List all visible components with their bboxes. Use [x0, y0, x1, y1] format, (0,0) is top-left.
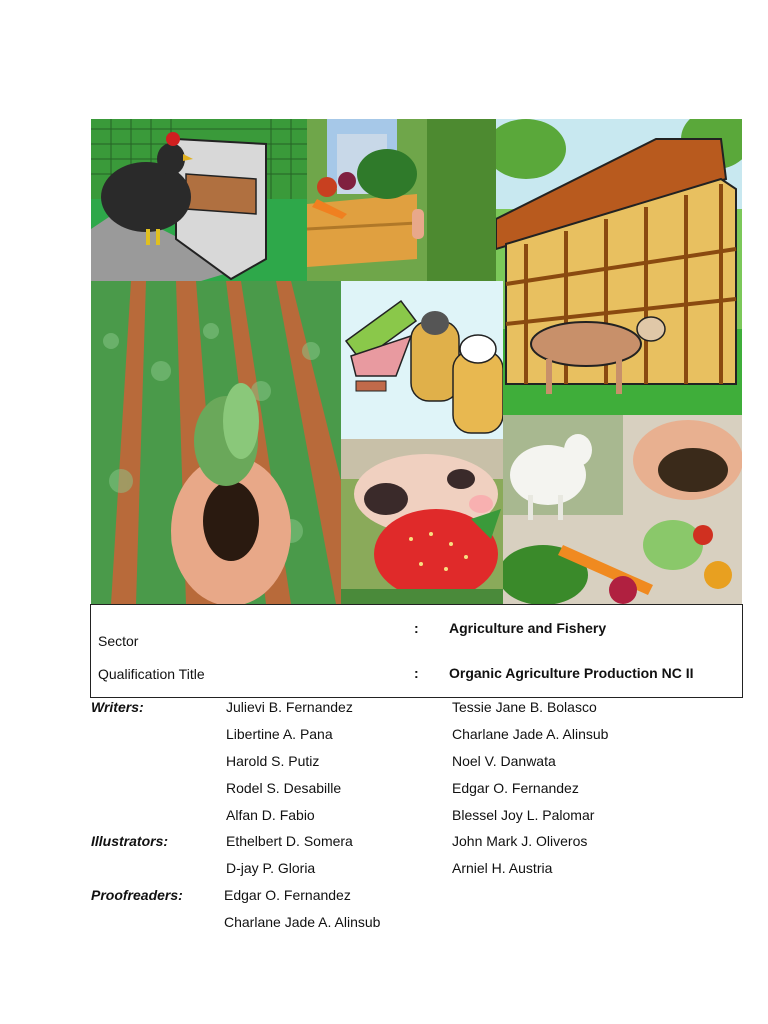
qualification-value: Organic Agriculture Production NC II — [449, 665, 694, 681]
sector-label: Sector — [98, 633, 139, 649]
vegetable-crate-photo — [307, 119, 496, 281]
writer-name: Harold S. Putiz — [226, 753, 320, 769]
cabbage-field-illustration — [91, 281, 341, 604]
writer-name: Alfan D. Fabio — [226, 807, 315, 823]
writers-label: Writers: — [91, 699, 144, 715]
proofreaders-label: Proofreaders: — [91, 887, 183, 903]
writer-name: Noel V. Danwata — [452, 753, 556, 769]
writer-name: Tessie Jane B. Bolasco — [452, 699, 597, 715]
writer-name: Libertine A. Pana — [226, 726, 333, 742]
sector-row — [90, 604, 743, 661]
illustrator-name: D-jay P. Gloria — [226, 860, 316, 876]
illustrator-name: Ethelbert D. Somera — [226, 833, 353, 849]
writer-name: Charlane Jade A. Alinsub — [452, 726, 609, 742]
cover-collage — [91, 119, 742, 604]
writer-name: Blessel Joy L. Palomar — [452, 807, 595, 823]
hen-coop-illustration — [91, 119, 307, 281]
illustrator-name: John Mark J. Oliveros — [452, 833, 588, 849]
piglet-strawberry-photo — [341, 439, 503, 604]
writer-name: Rodel S. Desabille — [226, 780, 342, 796]
qualification-row — [90, 659, 743, 698]
goat-vegetables-compost-photo — [503, 415, 742, 604]
farm-house-goat-illustration — [496, 119, 742, 415]
qualification-colon: : — [414, 665, 419, 681]
illustrators-label: Illustrators: — [91, 833, 169, 849]
qualification-label: Qualification Title — [98, 666, 205, 682]
writer-name: Edgar O. Fernandez — [452, 780, 579, 796]
illustrator-name: Arniel H. Austria — [452, 860, 553, 876]
organic-fertilizer-jars-illustration — [341, 281, 503, 439]
sector-colon: : — [414, 620, 419, 636]
sector-value: Agriculture and Fishery — [449, 620, 607, 636]
writer-name: Julievi B. Fernandez — [226, 699, 353, 715]
proofreader-name: Charlane Jade A. Alinsub — [224, 914, 381, 930]
proofreader-name: Edgar O. Fernandez — [224, 887, 351, 903]
